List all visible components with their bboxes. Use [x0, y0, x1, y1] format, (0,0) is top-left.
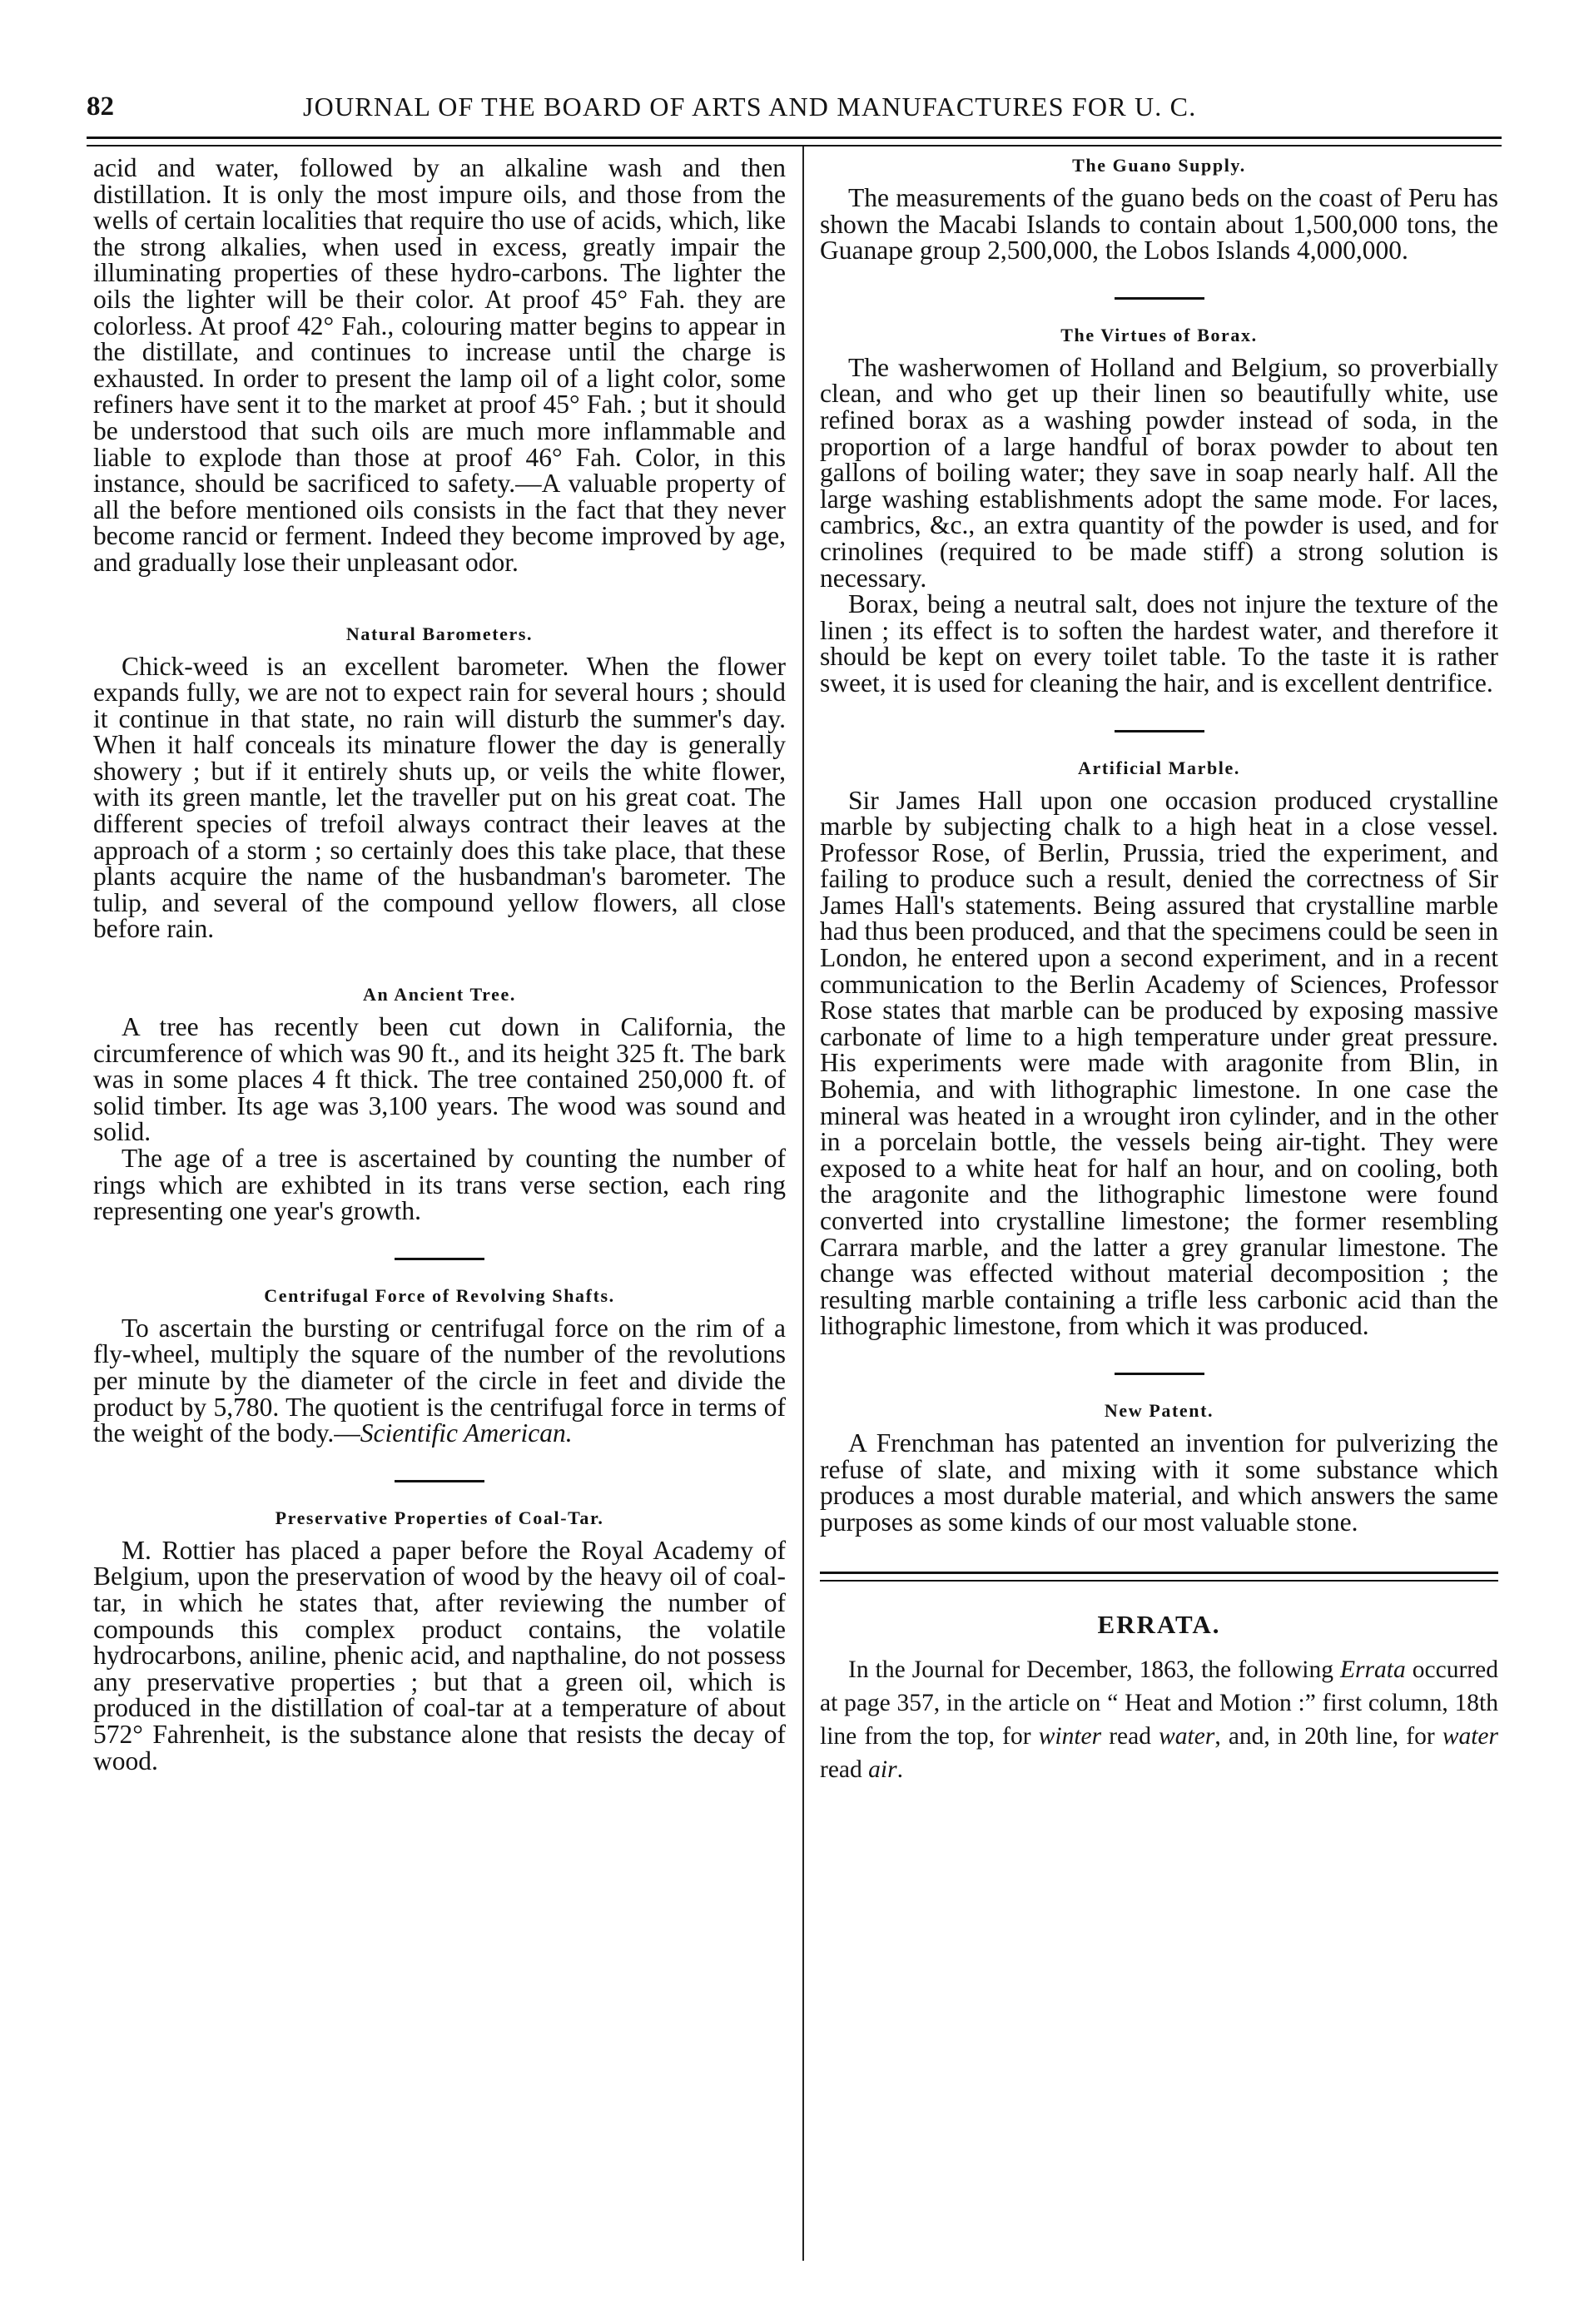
- centrifugal-force-section: [93, 1285, 786, 1447]
- section-paragraph: A Frenchman has patented an invention for pulverizing the refuse of slate, and mixing with it some substance which produces a most durable material, and which answers the same purposes as some kinds of our most valuable stone.: [820, 1428, 1498, 1537]
- errata-text-part: , and, in 20th line, for: [1214, 1723, 1442, 1750]
- section-paragraph: Borax, being a neutral salt, does not injure the texture of the linen ; its effect is to soften the hardest water, and therefore it should be kept on every toilet table. To the taste it is rather sweet, it is used for cleaning the hair, and is excellent dentrifice.: [820, 589, 1498, 698]
- spacer: [93, 942, 786, 984]
- section-title: An Ancient Tree.: [363, 984, 516, 1006]
- header-rule: [87, 137, 1502, 146]
- intro-paragraph: acid and water, followed by an alkaline wash and then distillation. It is only the most impure oils, and those from the wells of certain localities that require tho use of acids, which, like the strong alkalies, when used in excess, greatly impair the illuminating properties of these hydro-carbons. The lighter the oils the lighter will be their color. At proof 45° Fah. they are colorless. At proof 42° Fah., colouring matter begins to appear in the distillate, and continues to increase until the charge is exhausted. In order to present the lamp oil of a light color, some refiners have sent it to the market at proof 45° Fah. ; but it should be understood that such oils are much more inflammable and liable to explode than those at proof 46° Fah. Color, in this instance, should be sacrificed to safety.—A valuable property of all the before mentioned oils consists in the fact that they never become rancid or ferment. Indeed they become improved by age, and gradually lose their unpleasant odor.: [93, 153, 786, 577]
- errata-italic-word: air: [868, 1756, 897, 1784]
- section-paragraph: A tree has recently been cut down in California, the circumference of which was 90 ft., and its height 325 ft. The bark was in some places 4 ft thick. The tree contained 250,000 ft. of solid timber. Its age was 3,100 years. The wood was sound and solid.: [93, 1012, 786, 1147]
- section-rule: [1115, 1373, 1204, 1375]
- page-number: 82: [87, 92, 114, 122]
- errata-paragraph: [820, 1653, 1498, 1786]
- section-title: The Virtues of Borax.: [1060, 324, 1258, 345]
- section-paragraph: The age of a tree is ascertained by counting the number of rings which are exhibted in its trans verse section, each ring representing one year's growth.: [93, 1144, 786, 1226]
- errata-italic-word: water: [1159, 1723, 1215, 1750]
- section-paragraph: Chick-weed is an excellent barometer. When the flower expands fully, we are not to expect rain for several hours ; should it continue in that state, no rain will disturb the summer's day. When it half conceals its minature flower the day is generally showery ; but if it entirely shuts up, or veils the white flower, with its green mantle, let the traveller put on his great coat. The different species of trefoil always contract their leaves at the approach of a storm ; so certainly does this take place, that these plants acquire the name of the husbandman's barometer. The tulip, and several of the compound yellow flowers, all close before rain.: [93, 651, 786, 944]
- section-paragraph: Sir James Hall upon one occasion produced crystalline marble by subjecting chalk to a high heat in a close vessel. Professor Rose, of Berlin, Prussia, tried the experiment, and failing to produce such a result, denied the correctness of Sir James Hall's statements. Being assured that crystalline marble had thus been produced, and that the specimens could be seen in London, he entered upon a second experiment, and in a recent communication to the Berlin Academy of Sciences, Professor Rose states that marble can be produced by exposing massive carbonate of lime to a high temperature under great pressure. His experiments were made with aragonite from Blin, in Bohemia, and with lithographic limestone. In one case the mineral was heated in a wrought iron cylinder, and in the other in a porcelain bottle, the vessels being air-tight. They were exposed to a white heat for half an hour, and on cooling, both the aragonite and the lithographic limestone were found converted into crystalline limestone; the former resembling Carrara marble, and the latter a grey granular limestone. The change was effected without material decomposition ; the resulting marble containing a trifle less carbonic acid than the lithographic limestone, from which it was produced.: [820, 785, 1498, 1341]
- section-title: Natural Barometers.: [345, 623, 534, 644]
- section-rule: [395, 1258, 484, 1260]
- natural-barometers-section: [93, 623, 786, 943]
- section-paragraph: The measurements of the guano beds on the coast of Peru has shown the Macabi Islands to contain about 1,500,000 tons, the Guanape group 2,500,000, the Lobos Islands 4,000,000.: [820, 183, 1498, 266]
- section-rule: [395, 1480, 484, 1482]
- errata-text-part: occurred at page 357, in the article on “ Heat and Motion :” first column, 18th line from the top, for: [820, 1656, 1498, 1750]
- right-column: [820, 155, 1498, 1786]
- section-title: New Patent.: [1104, 1399, 1214, 1421]
- borax-section: [820, 325, 1498, 697]
- errata-section: [820, 1610, 1498, 1786]
- section-title: The Guano Supply.: [1072, 155, 1246, 176]
- section-title: Centrifugal Force of Revolving Shafts.: [264, 1284, 615, 1306]
- intro-section: [93, 155, 786, 576]
- errata-italic-word: water: [1442, 1723, 1499, 1750]
- page-header: [87, 92, 1502, 128]
- coal-tar-section: [93, 1507, 786, 1774]
- left-column: [93, 155, 786, 1774]
- artificial-marble-section: [820, 757, 1498, 1339]
- guano-supply-section: [820, 155, 1498, 264]
- errata-text-part: read: [820, 1756, 869, 1784]
- errata-rule-wrap: [820, 1572, 1498, 1582]
- section-paragraph: M. Rottier has placed a paper before the Royal Academy of Belgium, upon the preservation of wood by the heavy oil of coal-tar, in which he states that, after reviewing the number of compounds this complex product contains, the volatile hydrocarbons, aniline, phenic acid, and napthaline, do not possess any preservative properties ; but that a green oil, which is produced in the distillation of coal-tar at a temperature of about 572° Fahrenheit, is the substance alone that resists the decay of wood.: [93, 1535, 786, 1775]
- section-title: Preservative Properties of Coal-Tar.: [275, 1507, 604, 1528]
- column-divider: [802, 146, 804, 2261]
- section-rule: [1115, 297, 1204, 300]
- source-citation: Scientific American.: [360, 1418, 573, 1448]
- paragraph-text: To ascertain the bursting or centrifugal force on the rim of a fly-wheel, multiply the square of the number of the revolutions per minute by the diameter of the circle in feet and divide the product by 5,780. The quotient is the centrifugal force in terms of the weight of the body.—: [93, 1313, 786, 1448]
- section-rule: [1115, 730, 1204, 732]
- section-paragraph: The washerwomen of Holland and Belgium, so proverbially clean, and who get up their linen so beautifully white, use refined borax as a washing powder instead of soda, in the proportion of a large handful of borax powder to about ten gallons of boiling water; they save in soap nearly half. All the large washing establishments adopt the same mode. For laces, cambrics, &c., an extra quantity of the powder is used, and for crinolines (required to be made stiff) a strong solution is necessary.: [820, 352, 1498, 593]
- errata-text-part: .: [896, 1756, 903, 1784]
- running-head: JOURNAL OF THE BOARD OF ARTS AND MANUFACTURES FOR U. C.: [303, 92, 1197, 122]
- ancient-tree-section: [93, 984, 786, 1224]
- errata-italic-word: Errata: [1340, 1656, 1406, 1684]
- section-paragraph: [93, 1315, 786, 1447]
- errata-text-part: read: [1101, 1723, 1159, 1750]
- errata-italic-word: winter: [1038, 1723, 1102, 1750]
- errata-rule: [820, 1572, 1498, 1582]
- errata-title: ERRATA.: [1097, 1610, 1221, 1640]
- section-title: Artificial Marble.: [1078, 757, 1240, 778]
- new-patent-section: [820, 1400, 1498, 1535]
- errata-text-part: In the Journal for December, 1863, the following: [848, 1656, 1341, 1684]
